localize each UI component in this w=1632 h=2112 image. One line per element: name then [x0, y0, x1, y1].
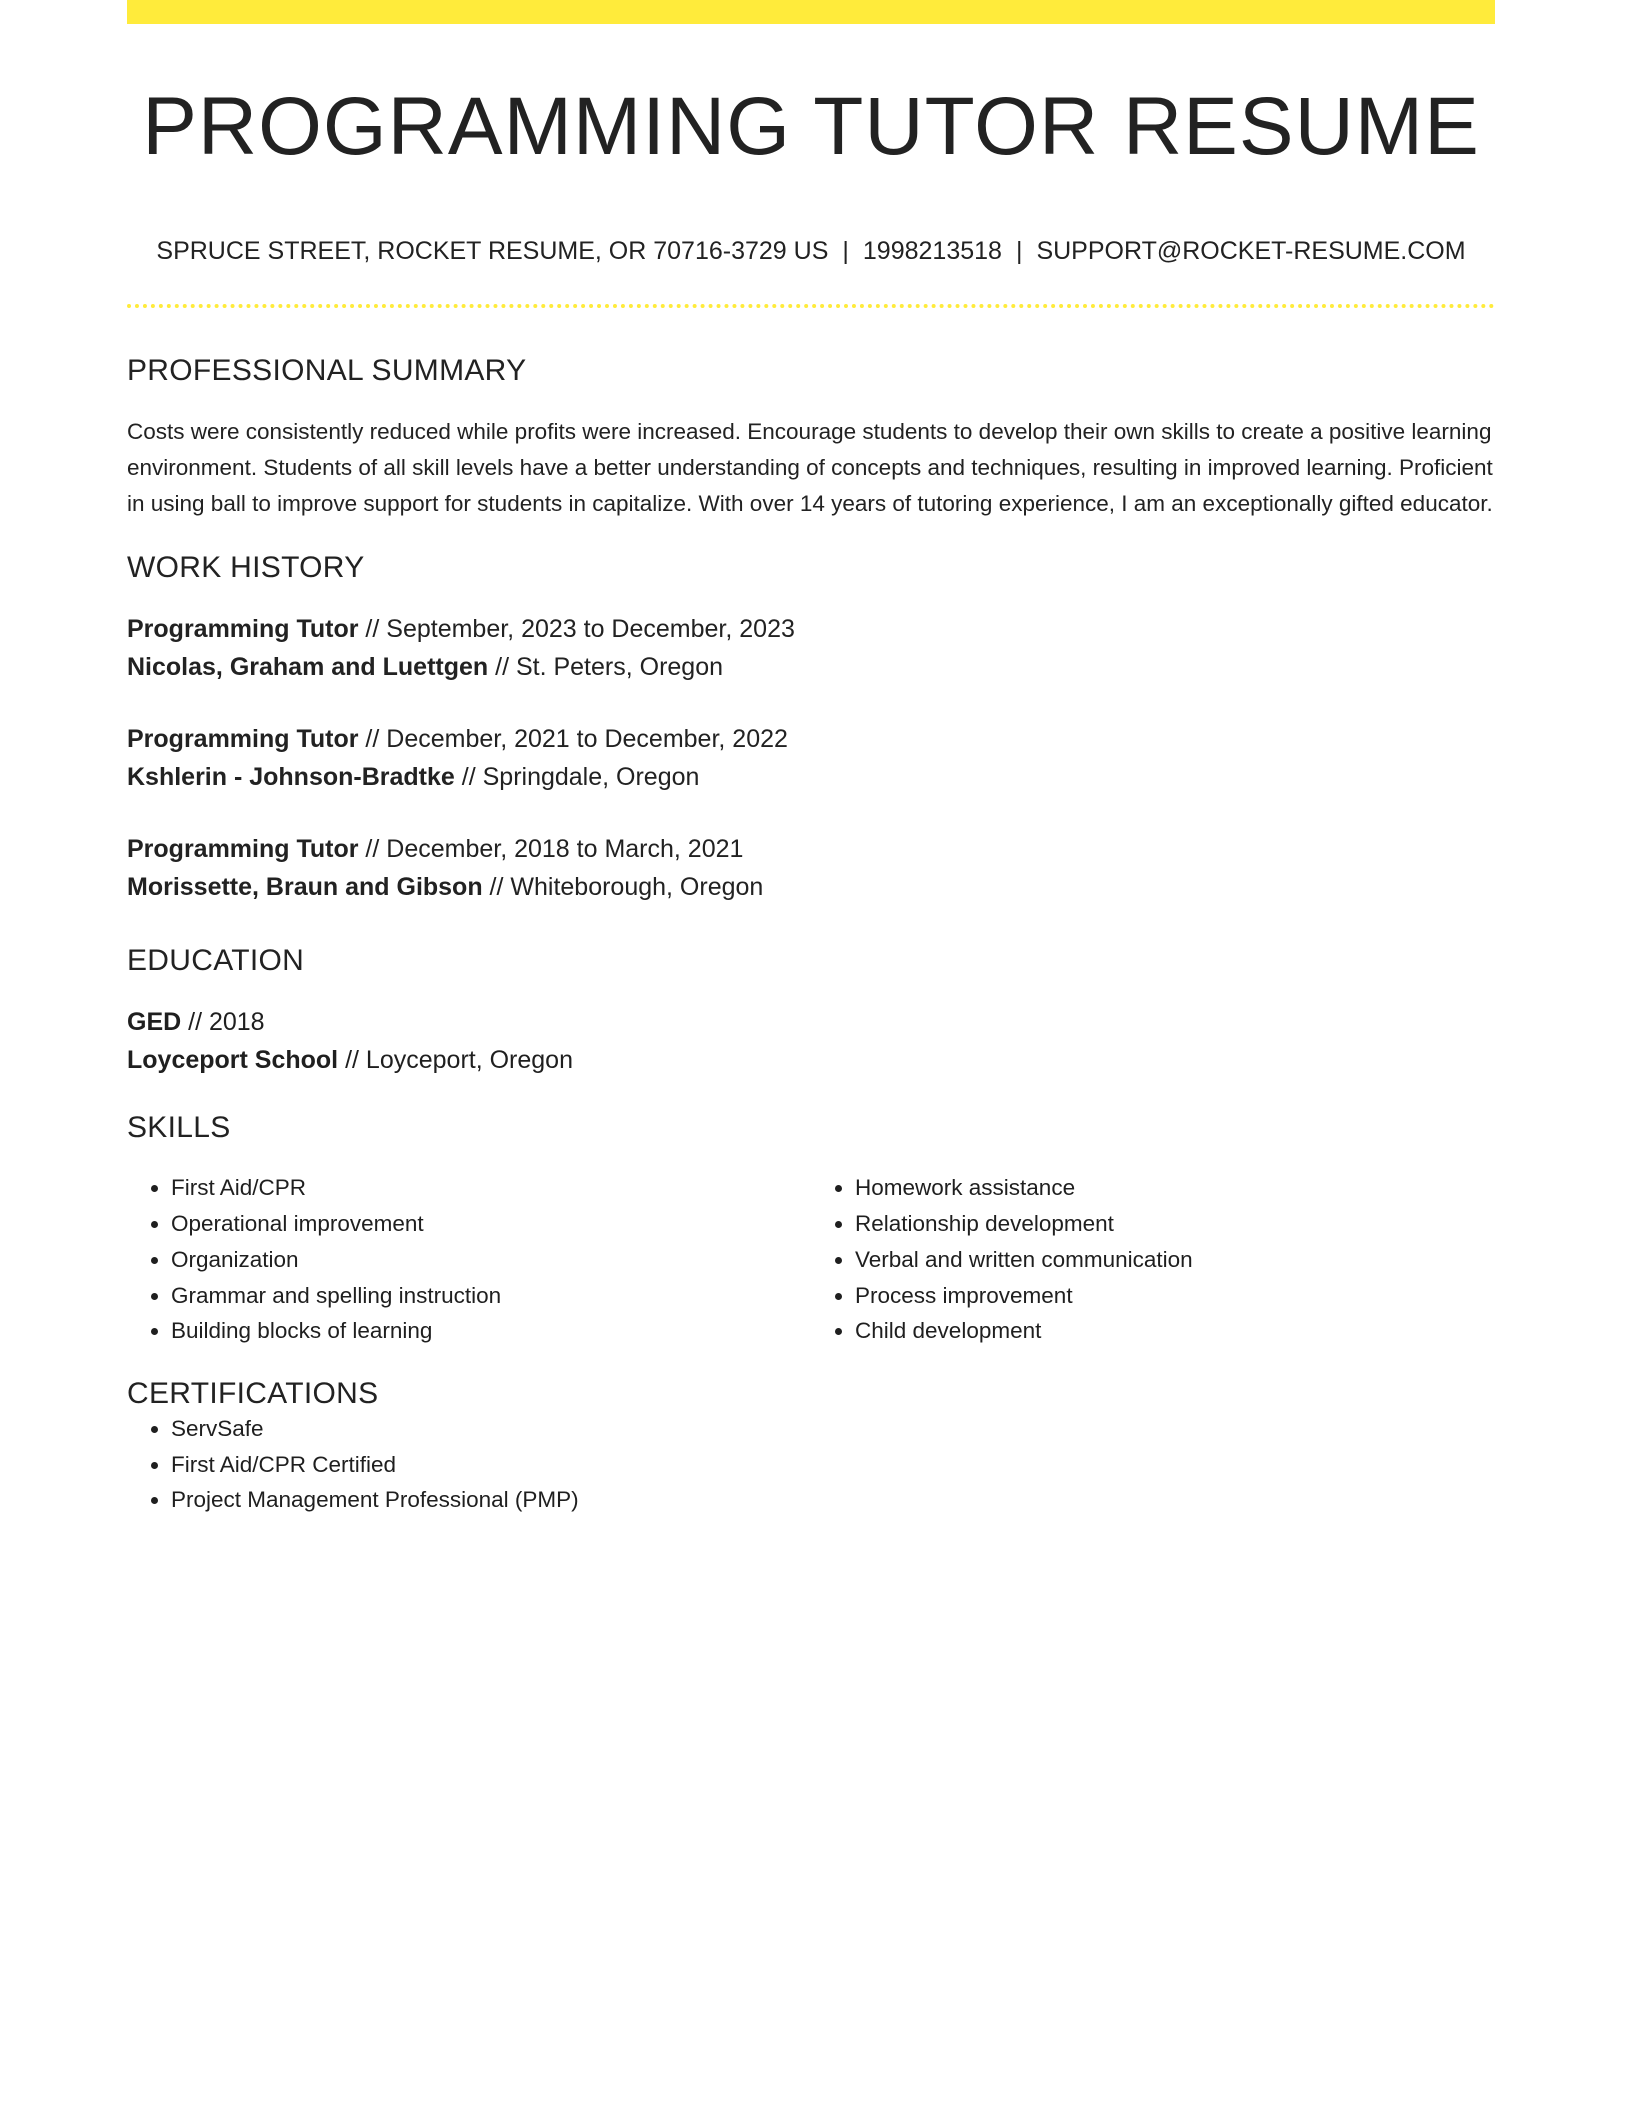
job-role-line: [127, 720, 1495, 758]
job-location: // St. Peters, Oregon: [488, 653, 724, 682]
education-year: // 2018: [181, 1008, 265, 1037]
education-location: // Loyceport, Oregon: [338, 1046, 573, 1075]
skill-item: • Process improvement: [855, 1278, 1495, 1314]
job-company: Morissette, Braun and Gibson: [127, 873, 483, 902]
job-company: Nicolas, Graham and Luettgen: [127, 653, 489, 682]
skill-item: • Relationship development: [855, 1206, 1495, 1242]
job-role-line: [127, 830, 1495, 868]
job-dates: // December, 2021 to December, 2022: [358, 725, 788, 754]
job-dates: // December, 2018 to March, 2021: [358, 835, 744, 864]
skill-item: • Verbal and written communication: [855, 1242, 1495, 1278]
skill-item: • Homework assistance: [855, 1170, 1495, 1206]
contact-separator: |: [842, 237, 849, 266]
job-role-line: [127, 610, 1495, 648]
skills-columns: [127, 1170, 1495, 1349]
resume-title: PROGRAMMING TUTOR RESUME: [142, 81, 1480, 172]
contact-address: SPRUCE STREET, ROCKET RESUME, OR 70716-3729 US: [156, 237, 829, 266]
certifications-list: [127, 1411, 1495, 1518]
work-history-heading: WORK HISTORY: [127, 551, 365, 585]
summary-text: Costs were consistently reduced while profits were increased. Encourage students to develop their own skills to create a positive learning environment. Students of all skill levels have a better understanding of concepts and techniques, resulting in improved learning. Proficient in using ball to improve support for students in capitalize. With over 14 years of tutoring experience, I am an exceptionally gifted educator.: [127, 419, 1493, 516]
contact-phone: 1998213518: [862, 237, 1002, 266]
skill-item: • Grammar and spelling instruction: [171, 1278, 811, 1314]
certification-item: • ServSafe: [171, 1411, 1495, 1447]
contact-email: SUPPORT@ROCKET-RESUME.COM: [1036, 237, 1466, 266]
summary-heading: PROFESSIONAL SUMMARY: [127, 354, 527, 388]
skills-list-right: [811, 1170, 1495, 1349]
contact-separator: |: [1015, 237, 1023, 266]
education-degree: GED: [127, 1008, 182, 1037]
education-entry: [127, 1003, 1495, 1079]
education-school-line: [127, 1041, 1495, 1079]
dotted-divider: [127, 304, 1495, 308]
job-entry: [127, 720, 1495, 796]
skill-item: • Operational improvement: [171, 1206, 811, 1242]
education-degree-line: [127, 1003, 1495, 1041]
skills-list-left: [127, 1170, 811, 1349]
job-company: Kshlerin - Johnson-Bradtke: [127, 763, 455, 792]
job-dates: // September, 2023 to December, 2023: [358, 615, 795, 644]
skill-item: • Organization: [171, 1242, 811, 1278]
job-company-line: [127, 868, 1495, 906]
job-location: // Whiteborough, Oregon: [482, 873, 764, 902]
skill-item: • Building blocks of learning: [171, 1313, 811, 1349]
job-role: Programming Tutor: [127, 725, 359, 754]
certification-item: • Project Management Professional (PMP): [171, 1482, 1495, 1518]
resume-page: [127, 0, 1495, 1518]
job-company-line: [127, 648, 1495, 686]
job-entry: [127, 610, 1495, 686]
education-heading: EDUCATION: [127, 944, 305, 978]
certifications-heading: CERTIFICATIONS: [127, 1377, 379, 1410]
skill-item: • First Aid/CPR: [171, 1170, 811, 1206]
certification-item: • First Aid/CPR Certified: [171, 1447, 1495, 1483]
education-school: Loyceport School: [127, 1046, 339, 1075]
job-entry: [127, 830, 1495, 906]
top-accent-bar: [127, 0, 1495, 24]
skills-heading: SKILLS: [127, 1111, 231, 1145]
job-location: // Springdale, Oregon: [454, 763, 700, 792]
job-role: Programming Tutor: [127, 615, 359, 644]
skill-item: • Child development: [855, 1313, 1495, 1349]
job-role: Programming Tutor: [127, 835, 359, 864]
job-company-line: [127, 758, 1495, 796]
contact-line: [127, 236, 1495, 266]
